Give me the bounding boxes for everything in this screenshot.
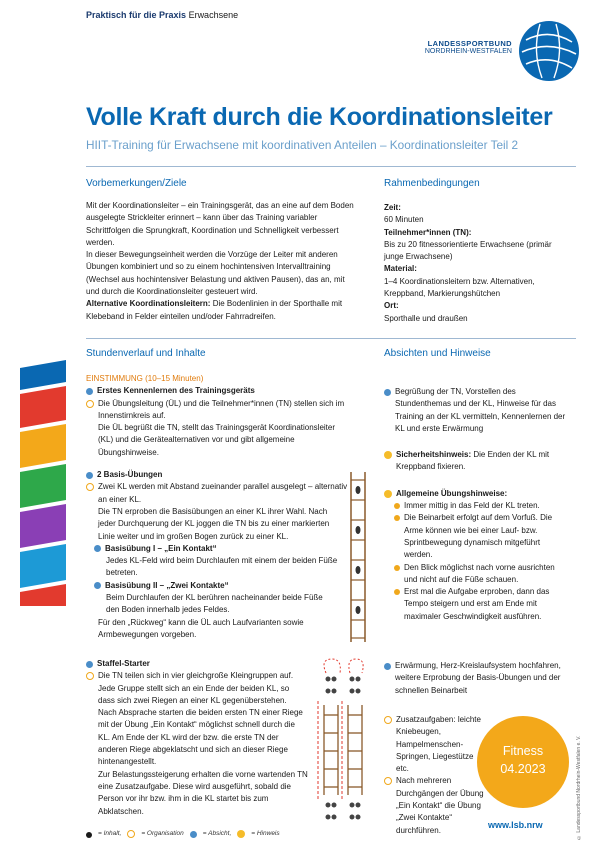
stundenverlauf-text: EINSTIMMUNG (10–15 Minuten) Erstes Kennenlernen des Trainingsgeräts Die Übungsleitung (ÜL) und die Teilnehmer*innen (TN) stellen sich im Innenstirnkreis auf. Die ÜL begrüßt die TN, stellt das Trainingsgerät Koordinationsleiter (KL) und die Gerätealternativen vor und gibt allgemeine Übungshinweise. 2 Basis-Übungen Zwei KL werden mit Abstand zueinander parallel ausgelegt – alternativ an einer KL. Die TN erproben die Basisübungen an einer KL ihrer Wahl. Nach jeder Durchquerung der KL joggen die TN bis zu einer markierten Linie weiter und im großen Bogen zurück zu einer KL. Basisübung I – „Ein Kontakt“ Jedes KL-Feld wird beim Durchlaufen mit einem der beiden Füße betreten. Basisübung II – „Zwei Kontakte“ Beim Durchlaufen der KL berühren nacheinander beide Füße den Boden innerhalb jedes Feldes. Für den „Rückweg“ kann die ÜL auch Laufvarianten sowie Armbewegungen vorgeben. (86, 374, 348, 639)
inhalt-bullet-icon (86, 388, 93, 395)
section-heading-stundenverlauf: Stundenverlauf und Inhalte (86, 348, 206, 359)
organisation-bullet-icon (86, 672, 94, 680)
organisation-bullet-icon (384, 777, 392, 785)
organisation-bullet-icon (86, 483, 94, 491)
section-heading-rahmenbedingungen: Rahmenbedingungen (384, 178, 480, 189)
org-logo-text: LANDESSPORTBUND NORDRHEIN-WESTFALEN (424, 39, 512, 56)
organisation-legend-icon (127, 830, 135, 838)
divider (86, 166, 576, 167)
absicht-bullet-icon (384, 663, 391, 670)
staffel-ladder-illustration (312, 655, 368, 825)
absicht-bullet-icon (384, 389, 391, 396)
staffel-text: Staffel-Starter Die TN teilen sich in vier gleichgroße Kleingruppen auf. Jede Gruppe stellt sich an ein Ende der beiden KL, so dass sich zwei Riegen an einer KL gegenüberstehen. Nach Absprache starten die beiden ersten TN einer Riege mit der Übung „Ein Kontakt“ möglichst schnell durch die KL. Am Ende der KL wird der bzw. die erste TN der anderen Riege abgeklatscht und sich an dieser Riege hintenangestellt. Zur Belastungssteigerung erhalten die vorne wartenden TN eine Zusatzaufgabe. Diese wird ausgeführt, sobald die Person vor ihr bzw. ihm in die KL startet bis zum Abklatschen. (86, 658, 308, 818)
page-subtitle: HIIT-Training für Erwachsene mit koordinativen Anteilen – Koordinationsleiter Teil 2 (86, 138, 519, 152)
absicht-legend-icon (190, 831, 197, 838)
absichten-staffel-text: Erwärmung, Herz-Kreislaufsystem hochfahren, weitere Erprobung der Basis-Übungen und der schnellen Beinarbeit (384, 660, 566, 697)
copyright: © Landessportbund Nordrhein-Westfalen e. V. (576, 735, 582, 840)
section-heading-absichten: Absichten und Hinweise (384, 348, 491, 359)
inhalt-bullet-icon (94, 582, 101, 589)
series-label: Praktisch für die Praxis Erwachsene (86, 10, 239, 20)
section-heading-vorbemerkungen: Vorbemerkungen/Ziele (86, 178, 187, 189)
vorbemerkungen-text: Mit der Koordinationsleiter – ein Trainingsgerät, das an eine auf dem Boden ausgelegte Strickleiter erinnert – kann über das Training variabler Schrittfolgen die Sprungkraft, Koordination und Schnelligkeit verbessert werden. In dieser Bewegungseinheit werden die Vorzüge der Leiter mit anderen Übungen kombiniert und so zu einem hochintensiven Intervalltraining (Wechsel aus hochintensiver Belastung und aktiven Pausen), das an, mit und durch die Koordinationsleiter gesteuert wird. Alternative Koordinationsleitern: Die Bodenlinien in der Sporthalle mit Klebeband in Felder einteilen und/oder Fahrradreifen. (86, 201, 354, 321)
hinweis-bullet-icon (384, 451, 392, 459)
inhalt-bullet-icon (86, 661, 93, 668)
inhalt-legend-icon (86, 832, 92, 838)
website-link[interactable]: www.lsb.nrw (488, 820, 543, 830)
divider (86, 338, 576, 339)
list-bullet-icon (394, 565, 400, 571)
list-bullet-icon (394, 515, 400, 521)
inhalt-bullet-icon (86, 472, 93, 479)
praxis-stripe-graphic (20, 360, 66, 606)
absichten-text: Begrüßung der TN, Vorstellen des Stundenthemas und der KL, Hinweise für das Training an der KL vermitteln, Kennenlernen der KL und erste Erwärmung Sicherheitshinweis: Die Enden der KL mit Kreppband fixieren. Allgemeine Übungshinweise: Immer mittig in das Feld der KL treten. Die Beinarbeit erfolgt auf dem Vorfuß. Die Arme können wie bei einer Lauf- bzw. Sprintbewegung dynamisch mitgeführt werden. Den Blick möglichst nach vorne ausrichten und nicht auf die Füße schauen. Erst mal die Aufgabe erproben, dann das Tempo steigern und erst am Ende mit maximaler Geschwindigkeit ausführen. (384, 386, 566, 623)
zusatz-text: Zusatzaufgaben: leichte Kniebeugen, Hampelmenschen-Springen, Liegestütze etc. Nach mehreren Durchgängen der Übung „Ein Kontakt“ die Übung „Zwei Kontakte“ durchführen. (384, 714, 484, 837)
page-title: Volle Kraft durch die Koordinationsleiter (86, 103, 553, 131)
hinweis-bullet-icon (384, 490, 392, 498)
hinweis-legend-icon (237, 830, 245, 838)
list-bullet-icon (394, 589, 400, 595)
legend: = Inhalt, = Organisation = Absicht, = Hinweis (86, 828, 280, 838)
list-bullet-icon (394, 503, 400, 509)
organisation-bullet-icon (384, 716, 392, 724)
organisation-bullet-icon (86, 400, 94, 408)
rahmen-text: Zeit: 60 Minuten Teilnehmer*innen (TN): Bis zu 20 fitnessorientierte Erwachsene (primär junge Erwachsene) Material: 1–4 Koordinationsleitern bzw. Alternativen, Kreppband, Markierungshütchen Ort: Sporthalle und draußen (384, 203, 552, 323)
fitness-issue-badge: Fitness 04.2023 (477, 716, 569, 808)
inhalt-bullet-icon (94, 545, 101, 552)
globe-logo-icon (518, 20, 580, 82)
ladder-illustration (348, 472, 368, 642)
